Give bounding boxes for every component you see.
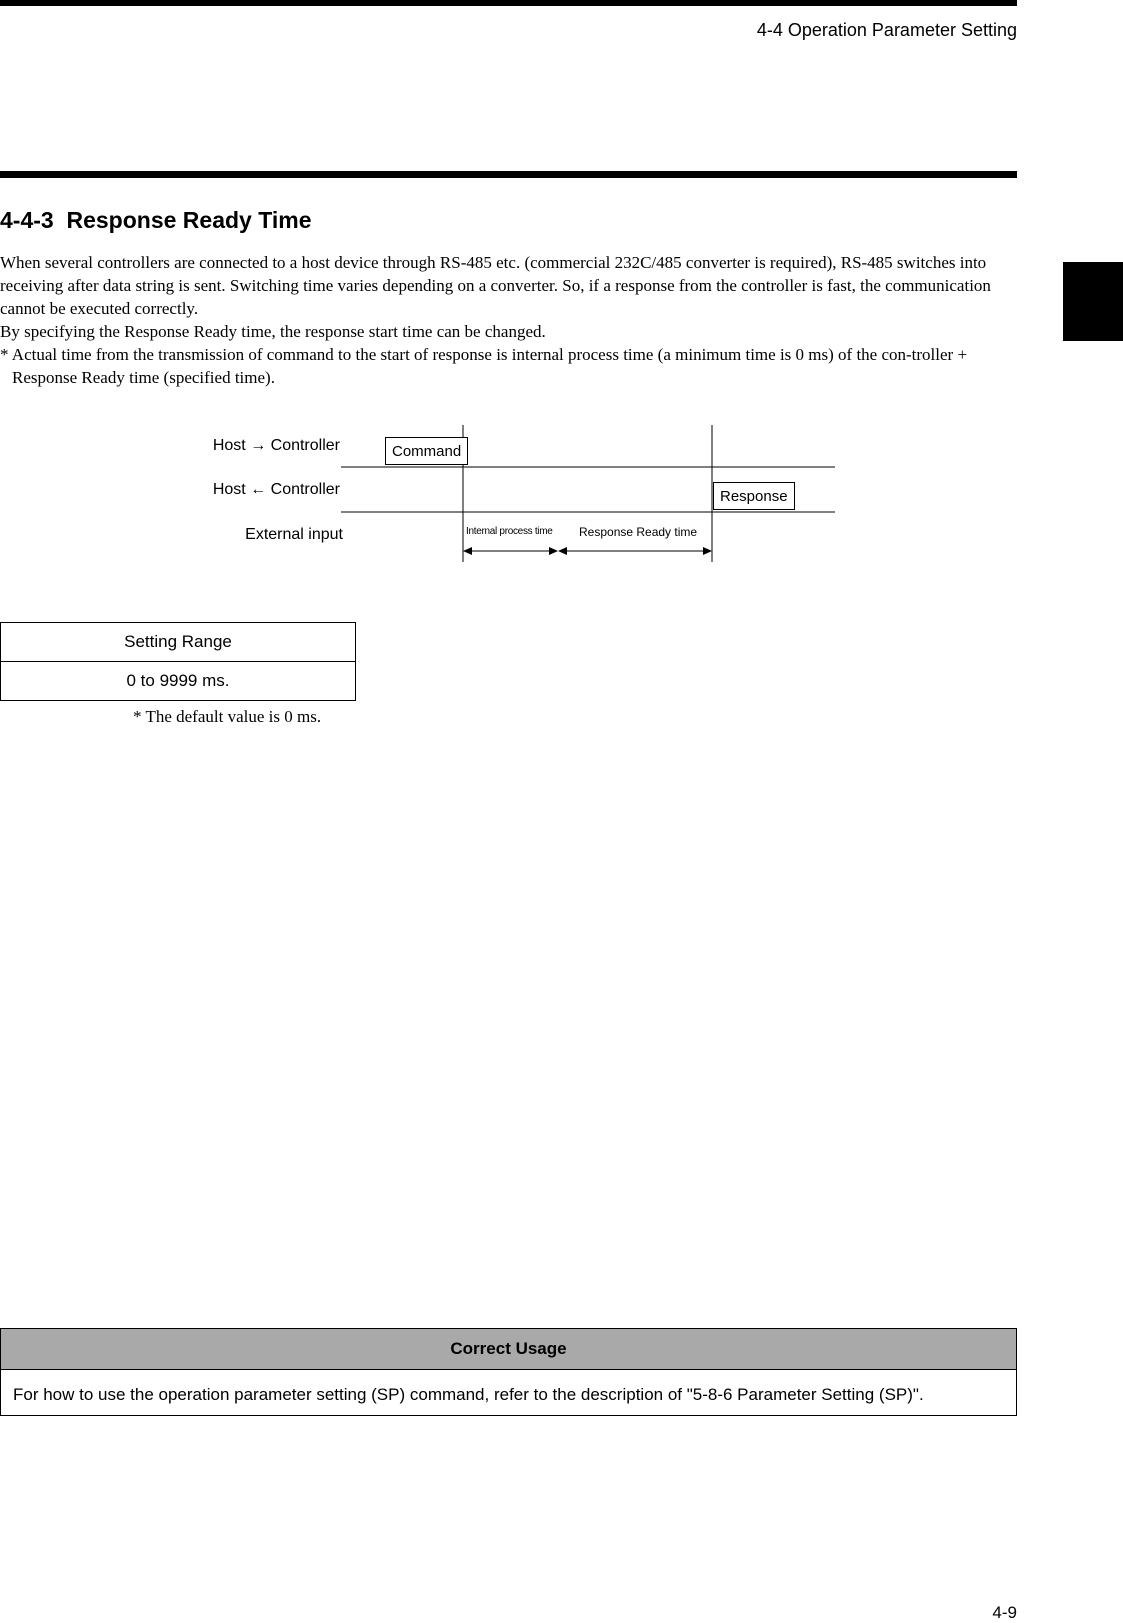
response-ready-arrow-left-head <box>558 547 567 555</box>
response-ready-arrow-right-head <box>703 547 712 555</box>
page-number: 4-9 <box>992 1603 1017 1622</box>
header-rule <box>0 0 1017 6</box>
response-box: Response <box>713 482 795 510</box>
internal-process-arrow-right-head <box>549 547 558 555</box>
section-number: 4-4-3 <box>0 207 54 233</box>
section-body <box>0 251 1017 389</box>
section-rule <box>0 171 1017 178</box>
paragraph-1: When several controllers are connected to a host device through RS-485 etc. (commercial 232C/485 converter is required), RS-485 switches into receiving after data string is sent. Switching time varies depending on a converter. So, if a response from the controller is fast, the communication cannot be executed correctly. <box>0 253 991 318</box>
correct-usage-text: For how to use the operation parameter setting (SP) command, refer to the description of "5-8-6 Parameter Setting (SP)". <box>13 1385 924 1404</box>
setting-range-value: 0 to 9999 ms. <box>1 662 356 701</box>
correct-usage-box <box>0 1328 1017 1416</box>
section-title: Response Ready Time <box>66 207 312 233</box>
label-host-from-controller: Host ← Controller <box>212 481 340 498</box>
command-box: Command <box>385 437 468 465</box>
correct-usage-title: Correct Usage <box>1 1329 1016 1370</box>
setting-range-table <box>0 622 356 701</box>
label-external-input: External input <box>245 526 343 543</box>
response-ready-time-label: Response Ready time <box>579 525 698 539</box>
timing-note: * Actual time from the transmission of command to the start of response is internal process time (a minimum time is 0 ms) of the con-troller + Response Ready time (specified time). <box>0 345 968 387</box>
section-heading <box>0 207 312 234</box>
timing-diagram <box>0 415 900 565</box>
default-value-note: * The default value is 0 ms. <box>133 707 322 726</box>
running-header: 4-4 Operation Parameter Setting <box>756 20 1017 40</box>
label-host-to-controller: Host → Controller <box>212 437 340 454</box>
paragraph-2: By specifying the Response Ready time, the response start time can be changed. <box>0 322 546 341</box>
internal-process-arrow-left-head <box>463 547 472 555</box>
chapter-tab-marker <box>1063 262 1123 341</box>
setting-range-header: Setting Range <box>1 623 356 662</box>
internal-process-time-label: Internal process time <box>466 526 553 537</box>
